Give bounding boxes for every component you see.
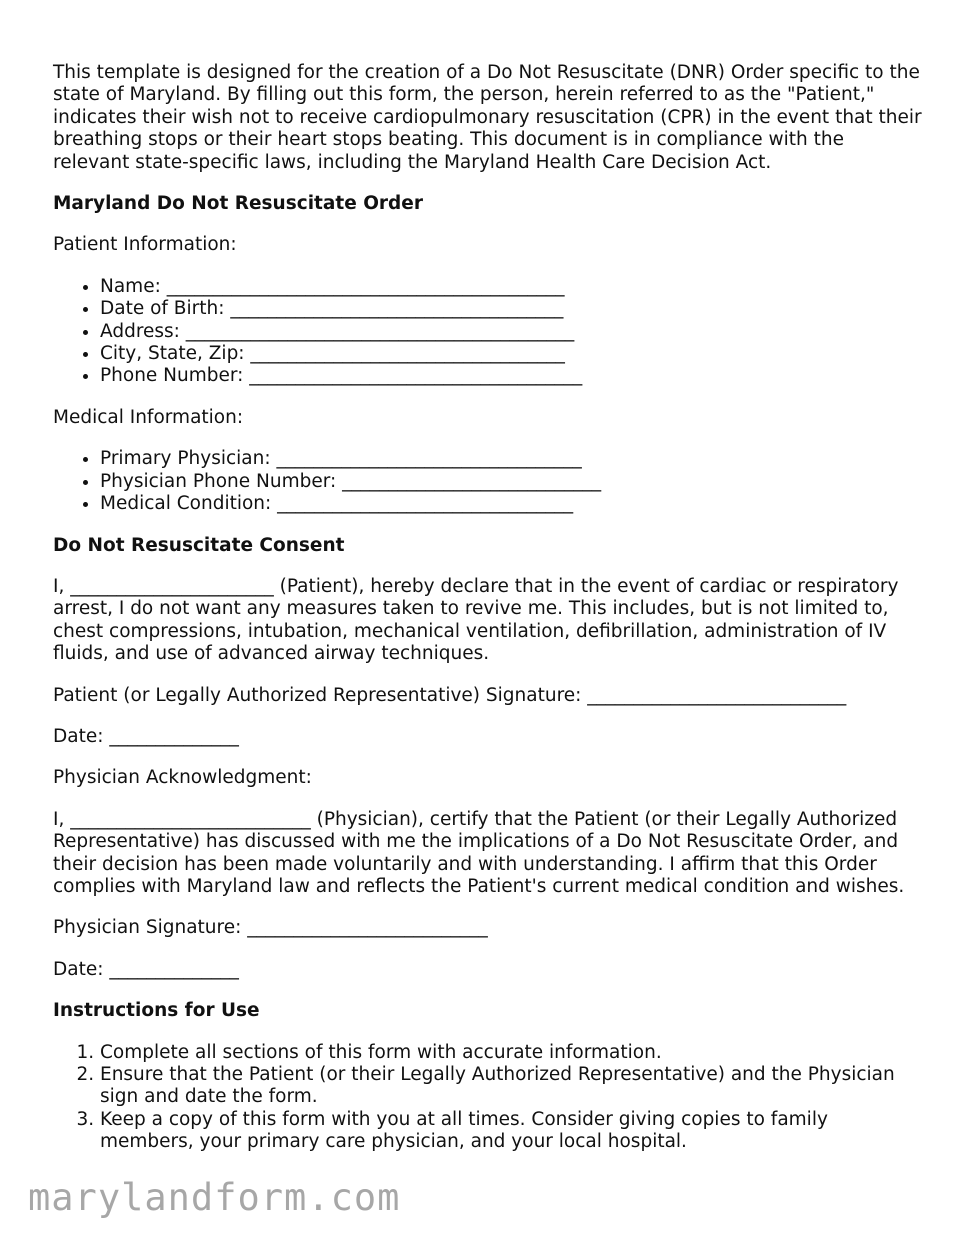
patient-date-line: Date: ______________ bbox=[53, 725, 239, 747]
primary-physician-field: • Primary Physician: _________________________________ bbox=[100, 448, 923, 470]
physician-phone-field: • Physician Phone Number: ____________________________ bbox=[100, 471, 923, 493]
date-of-birth-field: • Date of Birth: ____________________________________ bbox=[100, 298, 923, 320]
instruction-item: 3. Keep a copy of this form with you at all times. Consider giving copies to family members, your primary care physician, and your local hospital. bbox=[100, 1109, 923, 1154]
physician-paragraph: I, __________________________ (Physician), certify that the Patient (or their Legally Authorized Representative) has discussed with me the implications of a Do Not Resuscitate Order, and their decision has been made voluntarily and with understanding. I affirm that this Order complies with Maryland law and reflects the Patient's current medical condition and wishes. bbox=[53, 808, 905, 897]
instructions-list bbox=[53, 1042, 923, 1154]
instruction-item: 1. Complete all sections of this form with accurate information. bbox=[100, 1042, 923, 1064]
consent-paragraph: I, ______________________ (Patient), hereby declare that in the event of cardiac or respiratory arrest, I do not want any measures taken to revive me. This includes, but is not limited to, chest compressions, intubation, mechanical ventilation, defibrillation, administration of IV fluids, and use of advanced airway techniques. bbox=[53, 575, 899, 665]
document-page bbox=[53, 62, 923, 1173]
patient-info-list bbox=[53, 276, 923, 388]
consent-heading: Do Not Resuscitate Consent bbox=[53, 534, 345, 556]
order-heading: Maryland Do Not Resuscitate Order bbox=[53, 193, 423, 215]
physician-ack-label: Physician Acknowledgment: bbox=[53, 767, 312, 789]
patient-signature-line: Patient (or Legally Authorized Representative) Signature: ____________________________ bbox=[53, 684, 847, 706]
medical-condition-field: • Medical Condition: ________________________________ bbox=[100, 493, 923, 515]
instructions-heading: Instructions for Use bbox=[53, 1000, 260, 1022]
physician-date-line: Date: ______________ bbox=[53, 958, 239, 980]
intro-paragraph: This template is designed for the creation of a Do Not Resuscitate (DNR) Order specific to the state of Maryland. By filling out this form, the person, herein referred to as the "Patient," indicates their wish not to receive cardiopulmonary resuscitation (CPR) in the event that their breathing stops or their heart stops beating. This document is in compliance with the relevant state-specific laws, including the Maryland Health Care Decision Act. bbox=[53, 62, 922, 173]
patient-info-label: Patient Information: bbox=[53, 234, 237, 256]
medical-info-label: Medical Information: bbox=[53, 406, 244, 428]
phone-number-field: • Phone Number: ____________________________________ bbox=[100, 365, 923, 387]
site-watermark: marylandform.com bbox=[28, 1176, 401, 1219]
instruction-item: 2. Ensure that the Patient (or their Legally Authorized Representative) and the Physician sign and date the form. bbox=[100, 1064, 923, 1109]
physician-signature-line: Physician Signature: __________________________ bbox=[53, 917, 488, 939]
name-field: • Name: ___________________________________________ bbox=[100, 276, 923, 298]
city-state-zip-field: • City, State, Zip: __________________________________ bbox=[100, 343, 923, 365]
address-field: • Address: __________________________________________ bbox=[100, 321, 923, 343]
medical-info-list bbox=[53, 448, 923, 515]
